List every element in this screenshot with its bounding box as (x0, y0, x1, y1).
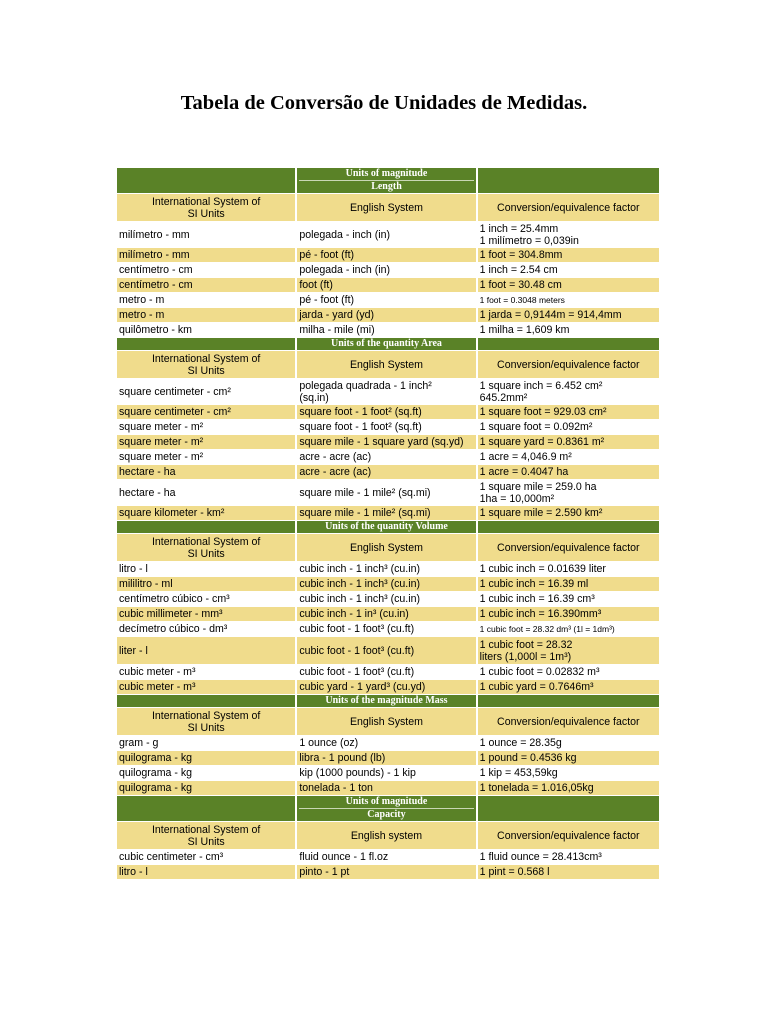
conversion-cell: 1 inch = 2.54 cm (479, 264, 558, 276)
english-system-header: English System (297, 194, 475, 221)
conversion-cell: 1 acre = 4,046.9 m² (479, 451, 572, 463)
conversion-cell: 1 kip = 453,59kg (479, 767, 558, 779)
band-cell (117, 338, 295, 350)
english-unit-cell: polegada - inch (in) (299, 228, 391, 241)
column-header-row (117, 708, 659, 735)
conversion-cell: 1 square mile = 2.590 km² (478, 506, 659, 520)
section-heading-row (117, 168, 659, 193)
english-unit-cell: 1 ounce (oz) (299, 737, 359, 749)
band-cell (478, 338, 659, 350)
english-unit-cell: libra - 1 pound (lb) (297, 751, 475, 765)
section-heading-line: Units of the quantity Area (331, 338, 442, 349)
table-row (117, 480, 659, 505)
band-cell (117, 521, 295, 533)
si-unit-cell: gram - g (119, 737, 159, 749)
english-unit-cell: square foot - 1 foot² (sq.ft) (299, 421, 422, 433)
si-unit-cell: quilograma - kg (119, 767, 193, 779)
english-unit-cell: polegada quadrada - 1 inch² (sq.in) (299, 379, 432, 404)
si-unit-cell: centímetro - cm (117, 278, 295, 292)
conversion-factor-header: Conversion/equivalence factor (478, 708, 659, 735)
conversion-cell: 1 foot = 30.48 cm (478, 278, 659, 292)
si-units-header: International System of SI Units (117, 194, 295, 221)
english-system-header: English system (297, 822, 475, 849)
table-row (117, 751, 659, 765)
band-cell (478, 796, 659, 821)
si-unit-cell: square kilometer - km² (117, 506, 295, 520)
table-row (117, 263, 659, 277)
column-header-row (117, 534, 659, 561)
table-row (117, 865, 659, 879)
conversion-cell: 1 jarda = 0,9144m = 914,4mm (478, 308, 659, 322)
column-header-row (117, 822, 659, 849)
table-row (117, 308, 659, 322)
english-unit-cell: square mile - 1 mile² (sq.mi) (299, 486, 431, 499)
si-units-header: International System of SI Units (117, 708, 295, 735)
section-heading-line: Units of the quantity Volume (325, 521, 448, 532)
section-heading-row (117, 796, 659, 821)
conversion-cell: 1 cubic foot = 28.32 liters (1,000l = 1m³) (478, 637, 659, 664)
english-system-header: English System (297, 534, 475, 561)
si-unit-cell: hectare - ha (119, 486, 176, 499)
table-row (117, 577, 659, 591)
table-row (117, 450, 659, 464)
conversion-cell: 1 cubic inch = 0.01639 liter (479, 563, 606, 575)
section-heading-row (117, 521, 659, 533)
english-unit-cell: cubic foot - 1 foot³ (cu.ft) (297, 637, 475, 664)
english-unit-cell: cubic foot - 1 foot³ (cu.ft) (299, 623, 415, 635)
section-heading (297, 796, 475, 821)
conversion-cell: 1 tonelada = 1.016,05kg (478, 781, 659, 795)
band-cell (478, 695, 659, 707)
si-unit-cell: cubic meter - m³ (117, 680, 295, 694)
english-system-header: English System (297, 351, 475, 378)
conversion-cell: 1 square yard = 0.8361 m² (478, 435, 659, 449)
conversion-cell: 1 square inch = 6.452 cm² 645.2mm² (479, 379, 603, 404)
table-row (117, 435, 659, 449)
english-unit-cell: polegada - inch (in) (299, 264, 391, 276)
table-row (117, 680, 659, 694)
table-row (117, 420, 659, 434)
table-row (117, 766, 659, 780)
conversion-cell: 1 square foot = 929.03 cm² (478, 405, 659, 419)
conversion-factor-header: Conversion/equivalence factor (478, 351, 659, 378)
conversion-cell: 1 square foot = 0.092m² (479, 421, 593, 433)
english-unit-cell: cubic yard - 1 yard³ (cu.yd) (297, 680, 475, 694)
section-heading-line: Length (371, 181, 402, 192)
english-system-header: English System (297, 708, 475, 735)
si-unit-cell: quilograma - kg (117, 781, 295, 795)
si-unit-cell: cubic meter - m³ (119, 666, 196, 678)
band-cell (117, 695, 295, 707)
conversion-factor-header: Conversion/equivalence factor (478, 194, 659, 221)
section-heading-line: Units of magnitude (299, 168, 473, 181)
table-row (117, 850, 659, 864)
english-unit-cell: foot (ft) (297, 278, 475, 292)
section-heading-row (117, 695, 659, 707)
si-unit-cell: square meter - m² (119, 421, 204, 433)
table-row (117, 592, 659, 606)
table-row (117, 323, 659, 337)
si-unit-cell: centímetro cúbico - cm³ (119, 593, 230, 605)
si-unit-cell: square centimeter - cm² (117, 405, 295, 419)
band-cell (478, 168, 659, 193)
section-heading (297, 168, 475, 193)
section-heading (297, 338, 475, 350)
conversion-cell: 1 cubic inch = 16.390mm³ (478, 607, 659, 621)
si-units-header: International System of SI Units (117, 534, 295, 561)
table-row (117, 405, 659, 419)
english-unit-cell: cubic foot - 1 foot³ (cu.ft) (299, 666, 415, 678)
english-unit-cell: tonelada - 1 ton (297, 781, 475, 795)
conversion-cell: 1 milha = 1,609 km (479, 324, 570, 336)
conversion-cell: 1 pint = 0.568 l (478, 865, 659, 879)
english-unit-cell: cubic inch - 1 inch³ (cu.in) (299, 593, 421, 605)
conversion-cell: 1 square mile = 259.0 ha 1ha = 10,000m² (479, 480, 597, 505)
conversion-factor-header: Conversion/equivalence factor (478, 534, 659, 561)
table-row (117, 665, 659, 679)
column-header-row (117, 194, 659, 221)
table-row (117, 637, 659, 664)
table-row (117, 293, 659, 307)
english-unit-cell: fluid ounce - 1 fl.oz (299, 851, 389, 863)
band-cell (117, 796, 295, 821)
table-row (117, 736, 659, 750)
table-row (117, 465, 659, 479)
si-unit-cell: liter - l (117, 637, 295, 664)
english-unit-cell: cubic inch - 1 in³ (cu.in) (297, 607, 475, 621)
table-row (117, 506, 659, 520)
table-row (117, 379, 659, 404)
table-row (117, 622, 659, 636)
conversion-cell: 1 inch = 25.4mm 1 milímetro = 0,039in (479, 222, 579, 247)
conversion-cell: 1 cubic inch = 16.39 ml (478, 577, 659, 591)
table-row (117, 248, 659, 262)
table-row (117, 607, 659, 621)
si-unit-cell: hectare - ha (117, 465, 295, 479)
band-cell (117, 168, 295, 193)
english-unit-cell: cubic inch - 1 inch³ (cu.in) (297, 577, 475, 591)
conversion-cell: 1 fluid ounce = 28.413cm³ (479, 851, 602, 863)
table-row (117, 781, 659, 795)
conversion-cell: 1 acre = 0.4047 ha (478, 465, 659, 479)
english-unit-cell: cubic inch - 1 inch³ (cu.in) (299, 563, 421, 575)
si-unit-cell: litro - l (117, 865, 295, 879)
table-row (117, 222, 659, 247)
si-unit-cell: metro - m (117, 308, 295, 322)
si-unit-cell: square meter - m² (117, 435, 295, 449)
si-unit-cell: cubic centimeter - cm³ (119, 851, 224, 863)
page-title: Tabela de Conversão de Unidades de Medidas. (180, 92, 588, 114)
si-unit-cell: square meter - m² (119, 451, 204, 463)
english-unit-cell: square mile - 1 mile² (sq.mi) (297, 506, 475, 520)
english-unit-cell: pinto - 1 pt (297, 865, 475, 879)
si-unit-cell: centímetro - cm (119, 264, 193, 276)
si-unit-cell: mililitro - ml (117, 577, 295, 591)
si-unit-cell: milímetro - mm (117, 248, 295, 262)
si-unit-cell: decímetro cúbico - dm³ (119, 623, 228, 635)
band-cell (478, 521, 659, 533)
section-heading (297, 521, 475, 533)
english-unit-cell: square mile - 1 square yard (sq.yd) (297, 435, 475, 449)
conversion-cell: 1 ounce = 28.35g (479, 737, 562, 749)
conversion-cell: 1 cubic foot = 0.02832 m³ (479, 666, 600, 678)
column-header-row (117, 351, 659, 378)
english-unit-cell: acre - acre (ac) (299, 451, 372, 463)
si-units-header: International System of SI Units (117, 822, 295, 849)
english-unit-cell: pé - foot (ft) (297, 248, 475, 262)
si-unit-cell: quilômetro - km (119, 324, 192, 336)
si-unit-cell: quilograma - kg (117, 751, 295, 765)
si-unit-cell: milímetro - mm (119, 228, 190, 241)
si-unit-cell: cubic millimeter - mm³ (117, 607, 295, 621)
english-unit-cell: jarda - yard (yd) (297, 308, 475, 322)
conversion-cell: 1 pound = 0.4536 kg (478, 751, 659, 765)
english-unit-cell: square foot - 1 foot² (sq.ft) (297, 405, 475, 419)
conversion-cell: 1 foot = 0.3048 meters (479, 295, 565, 305)
section-heading-line: Capacity (367, 809, 406, 820)
conversion-table (115, 167, 661, 880)
english-unit-cell: kip (1000 pounds) - 1 kip (299, 767, 416, 779)
table-row (117, 562, 659, 576)
section-heading-line: Units of the magnitude Mass (325, 695, 448, 706)
si-unit-cell: litro - l (119, 563, 148, 575)
conversion-cell: 1 cubic yard = 0.7646m³ (478, 680, 659, 694)
si-units-header: International System of SI Units (117, 351, 295, 378)
conversion-factor-header: Conversion/equivalence factor (478, 822, 659, 849)
conversion-cell: 1 cubic inch = 16.39 cm³ (479, 593, 595, 605)
section-heading (297, 695, 475, 707)
section-heading-line: Units of magnitude (299, 796, 473, 809)
english-unit-cell: acre - acre (ac) (297, 465, 475, 479)
english-unit-cell: pé - foot (ft) (299, 294, 355, 306)
si-unit-cell: square centimeter - cm² (119, 385, 231, 398)
table-row (117, 278, 659, 292)
section-heading-row (117, 338, 659, 350)
si-unit-cell: metro - m (119, 294, 165, 306)
conversion-cell: 1 cubic foot = 28.32 dm³ (1l = 1dm³) (479, 624, 615, 634)
conversion-cell: 1 foot = 304.8mm (478, 248, 659, 262)
english-unit-cell: milha - mile (mi) (299, 324, 375, 336)
